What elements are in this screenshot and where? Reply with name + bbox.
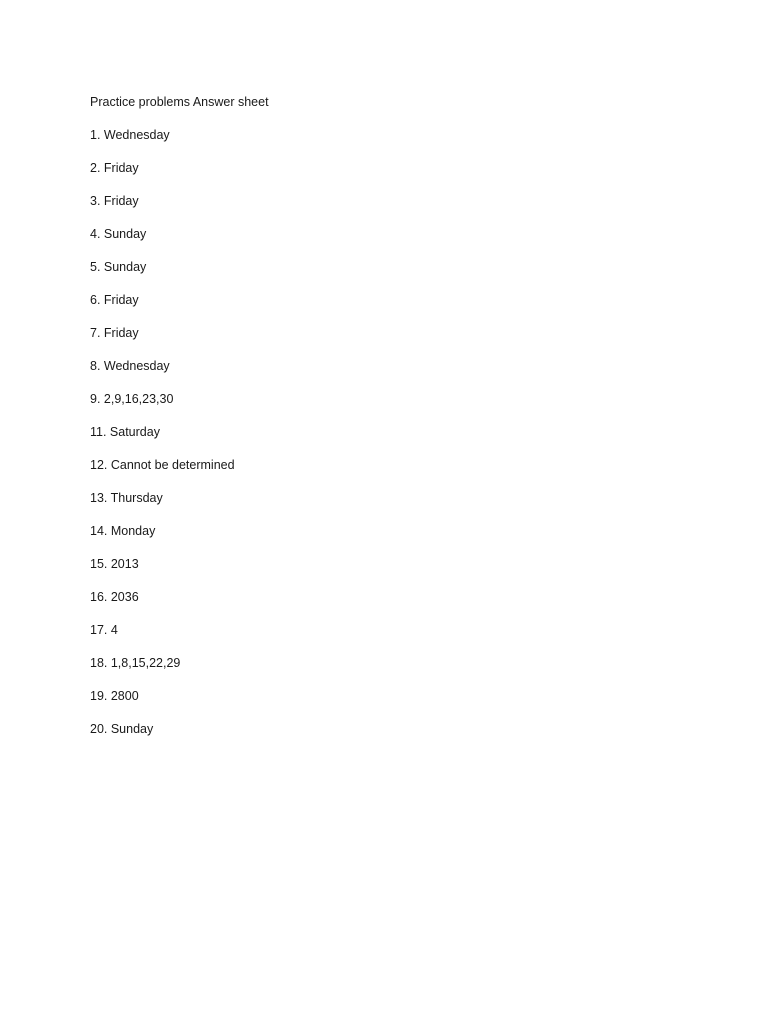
answer-line: 5. Sunday bbox=[90, 260, 147, 274]
answer-line: 15. 2013 bbox=[90, 557, 139, 571]
answer-line: 2. Friday bbox=[90, 161, 139, 175]
answer-line: 13. Thursday bbox=[90, 491, 163, 505]
answer-line: 8. Wednesday bbox=[90, 359, 170, 373]
answer-line: 6. Friday bbox=[90, 293, 139, 307]
document-body bbox=[90, 91, 690, 740]
answer-line: 3. Friday bbox=[90, 194, 139, 208]
answer-line: 20. Sunday bbox=[90, 722, 154, 736]
answer-line: 9. 2,9,16,23,30 bbox=[90, 392, 174, 406]
answer-line: 4. Sunday bbox=[90, 227, 147, 241]
answer-line: 16. 2036 bbox=[90, 590, 139, 604]
answer-line: 1. Wednesday bbox=[90, 128, 170, 142]
answer-line: 12. Cannot be determined bbox=[90, 458, 235, 472]
page-title: Practice problems Answer sheet bbox=[90, 95, 269, 109]
answer-line: 19. 2800 bbox=[90, 689, 139, 703]
answer-line: 11. Saturday bbox=[90, 425, 160, 439]
answer-line: 18. 1,8,15,22,29 bbox=[90, 656, 181, 670]
answer-line: 17. 4 bbox=[90, 623, 118, 637]
answer-line: 14. Monday bbox=[90, 524, 156, 538]
answer-line: 7. Friday bbox=[90, 326, 139, 340]
